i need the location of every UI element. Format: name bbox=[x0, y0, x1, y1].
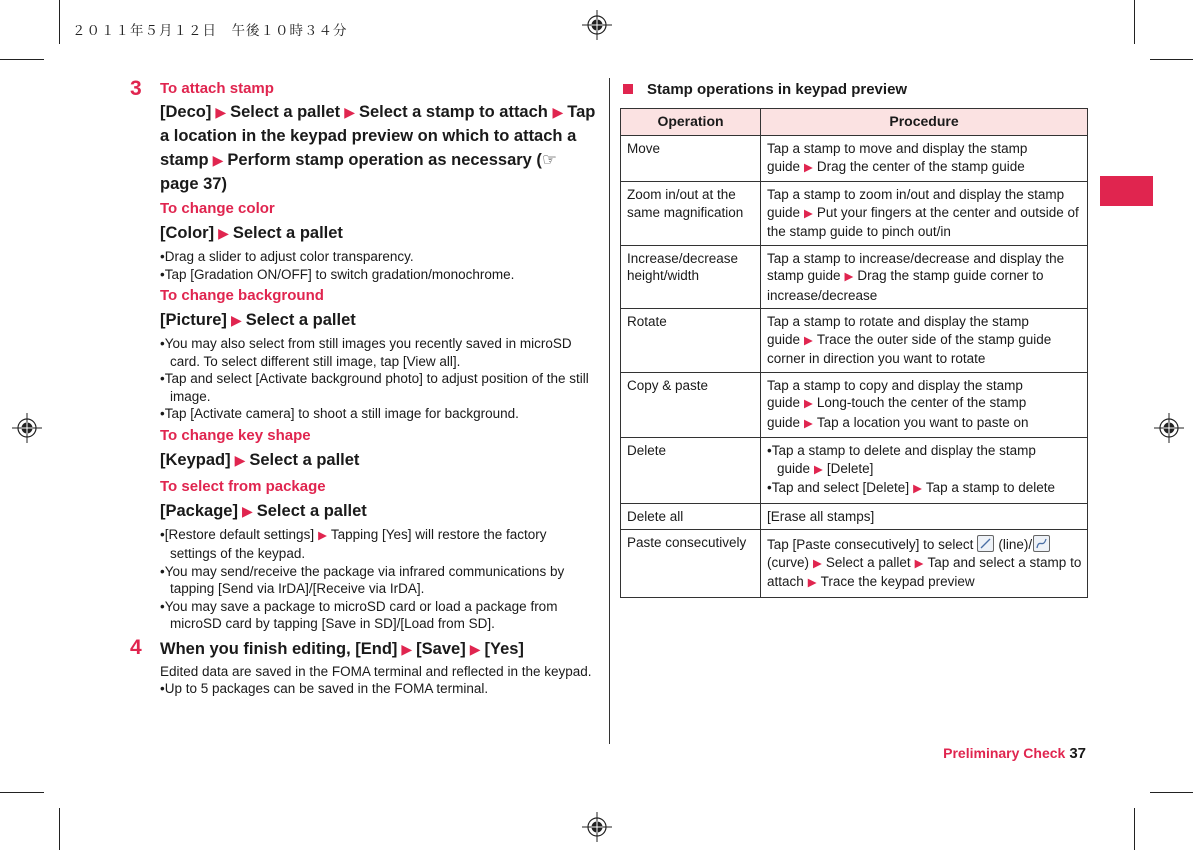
command-line: [Keypad] ▶ Select a pallet bbox=[160, 450, 360, 469]
crop-mark bbox=[0, 792, 44, 793]
page-footer bbox=[943, 745, 1086, 763]
step-4 bbox=[130, 637, 596, 698]
stamp-operations-table bbox=[620, 108, 1088, 598]
section-title: To change color bbox=[160, 200, 275, 217]
step-title: To attach stamp bbox=[160, 80, 274, 97]
section-title: To select from package bbox=[160, 477, 326, 495]
crop-mark bbox=[0, 59, 44, 60]
table-row bbox=[621, 309, 1088, 373]
square-bullet-icon bbox=[623, 84, 633, 94]
operation-cell: Increase/decrease height/width bbox=[621, 245, 761, 309]
step-3 bbox=[130, 78, 596, 633]
procedure-cell: [Erase all stamps] bbox=[761, 503, 1088, 530]
procedure-cell: Tap a stamp to increase/decrease and display the stamp guide ▶ Drag the stamp guide corner to increase/decrease bbox=[761, 245, 1088, 309]
reference-pointer-icon: ☞ bbox=[541, 151, 557, 169]
operation-cell: Rotate bbox=[621, 309, 761, 373]
table-row bbox=[621, 136, 1088, 182]
list-item: •Tap a stamp to delete and display the stamp guide ▶ [Delete] bbox=[767, 443, 1036, 476]
command-line: When you finish editing, [End] ▶ [Save] ▶ [Yes] bbox=[160, 639, 524, 658]
procedure-cell: Tap a stamp to rotate and display the stamp guide ▶ Trace the outer side of the stamp guide corner in direction you want to rotate bbox=[761, 309, 1088, 373]
registration-mark-icon bbox=[12, 413, 42, 443]
list-item: •Tap and select [Activate background photo] to adjust position of the still image. bbox=[160, 371, 589, 404]
command-line: [Deco] ▶ Select a pallet ▶ Select a stamp to attach ▶ Tap a location in the keypad preview on which to attach a stamp ▶ Perform stamp operation as necessary (☞ page 37) bbox=[160, 103, 596, 193]
chapter-tab bbox=[1100, 176, 1153, 206]
crop-mark bbox=[1134, 0, 1135, 44]
step-number: 3 bbox=[130, 77, 142, 100]
curve-tool-icon bbox=[1033, 535, 1050, 552]
list-item: •Drag a slider to adjust color transparency. bbox=[160, 249, 414, 264]
table-header-row bbox=[621, 109, 1088, 136]
crop-mark bbox=[59, 808, 60, 850]
table-row bbox=[621, 503, 1088, 530]
instructions-column bbox=[130, 78, 596, 698]
column-header: Operation bbox=[621, 109, 761, 136]
crop-mark bbox=[1150, 792, 1193, 793]
table-title: Stamp operations in keypad preview bbox=[623, 81, 907, 98]
list-item: •You may save a package to microSD card or load a package from microSD card by tapping [Save in SD]/[Load from SD]. bbox=[160, 598, 558, 631]
page-number: 37 bbox=[1069, 745, 1086, 762]
crop-mark bbox=[1150, 59, 1193, 60]
section-title: To change key shape bbox=[160, 426, 311, 444]
registration-mark-icon bbox=[582, 812, 612, 842]
procedure-cell: Tap a stamp to zoom in/out and display the stamp guide ▶ Put your fingers at the center and outside of the stamp guide to pinch out/in bbox=[761, 182, 1088, 246]
list-item: •Tap and select [Delete] ▶ Tap a stamp to delete bbox=[767, 480, 1055, 495]
section-title: To change background bbox=[160, 287, 324, 304]
list-item: •Tap [Activate camera] to shoot a still image for background. bbox=[160, 406, 519, 421]
operation-cell: Zoom in/out at the same magnification bbox=[621, 182, 761, 246]
body-text: Edited data are saved in the FOMA terminal and reflected in the keypad. bbox=[160, 663, 592, 679]
list-item: •Up to 5 packages can be saved in the FOMA terminal. bbox=[160, 681, 489, 696]
crop-mark bbox=[59, 0, 60, 44]
procedure-cell: Tap a stamp to copy and display the stamp guide ▶ Long-touch the center of the stamp guide ▶ Tap a location you want to paste on bbox=[761, 372, 1088, 438]
table-row bbox=[621, 182, 1088, 246]
section-label: Preliminary Check bbox=[943, 745, 1066, 761]
command-line: [Color] ▶ Select a pallet bbox=[160, 224, 343, 242]
list-item: •Tap [Gradation ON/OFF] to switch gradation/monochrome. bbox=[160, 266, 515, 282]
table-row bbox=[621, 245, 1088, 309]
crop-mark bbox=[1134, 808, 1135, 850]
operation-cell: Copy & paste bbox=[621, 372, 761, 438]
command-line: [Picture] ▶ Select a pallet bbox=[160, 311, 356, 329]
column-divider bbox=[609, 78, 610, 744]
table-row bbox=[621, 530, 1088, 598]
column-header: Procedure bbox=[761, 109, 1088, 136]
operation-cell: Delete bbox=[621, 438, 761, 504]
registration-mark-icon bbox=[582, 10, 612, 40]
operation-cell: Delete all bbox=[621, 503, 761, 530]
step-number: 4 bbox=[130, 635, 142, 659]
command-line: [Package] ▶ Select a pallet bbox=[160, 501, 367, 520]
table-row bbox=[621, 438, 1088, 504]
list-item: •You may send/receive the package via infrared communications by tapping [Send via IrDA]/[Receive via IrDA]. bbox=[160, 563, 565, 596]
procedure-cell bbox=[761, 438, 1088, 504]
operation-cell: Move bbox=[621, 136, 761, 182]
print-timestamp: ２０１１年５月１２日 午後１０時３４分 bbox=[72, 23, 348, 39]
line-tool-icon bbox=[977, 535, 994, 552]
list-item: •You may also select from still images you recently saved in microSD card. To select different still image, tap [View all]. bbox=[160, 336, 572, 369]
table-row bbox=[621, 372, 1088, 438]
registration-mark-icon bbox=[1154, 413, 1184, 443]
procedure-cell: Tap a stamp to move and display the stamp guide ▶ Drag the center of the stamp guide bbox=[761, 136, 1088, 182]
operation-cell: Paste consecutively bbox=[621, 530, 761, 598]
list-item: •[Restore default settings] ▶ Tapping [Yes] will restore the factory settings of the keypad. bbox=[160, 526, 547, 561]
procedure-cell: Tap [Paste consecutively] to select (line)/ (curve) ▶ Select a pallet ▶ Tap and select a stamp to attach ▶ Trace the keypad preview bbox=[761, 530, 1088, 598]
